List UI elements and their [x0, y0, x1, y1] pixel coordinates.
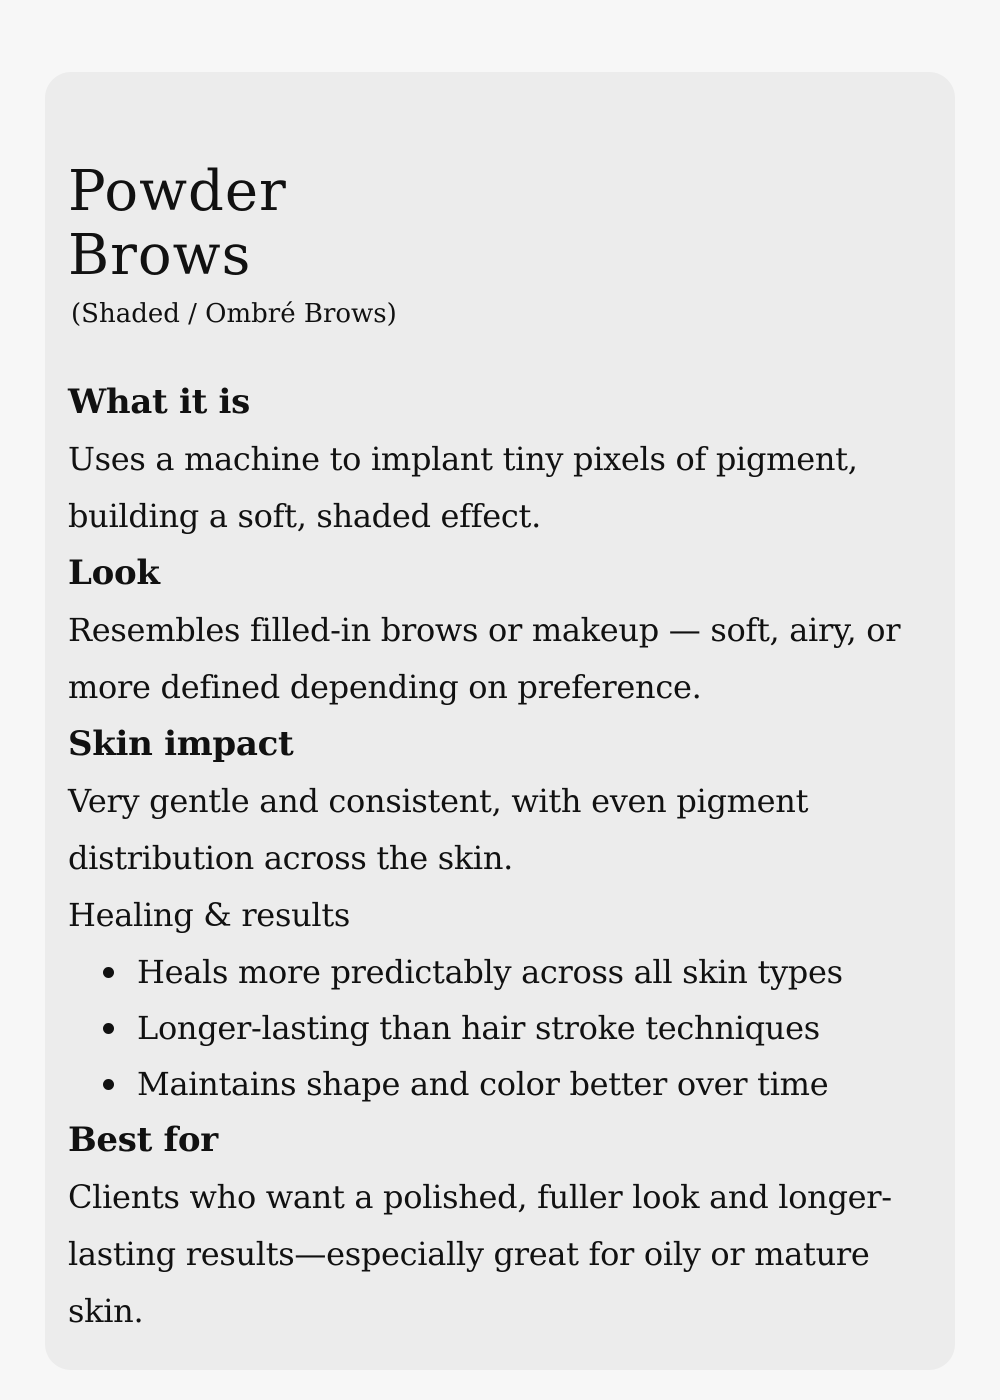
- section-text-look: Resembles filled-in brows or makeup — soft, airy, or more defined depending on preference.: [68, 611, 901, 706]
- list-item: [68, 1000, 938, 1056]
- section-heading-best-for: Best for: [68, 1120, 218, 1160]
- section-heading-skin-impact: Skin impact: [68, 724, 294, 764]
- info-card: [45, 72, 955, 1370]
- list-item-text: Heals more predictably across all skin types: [137, 953, 843, 991]
- page-title: [68, 160, 287, 288]
- list-item: [68, 944, 938, 1000]
- section-heading-what-it-is: What it is: [68, 382, 250, 422]
- section-text-best-for: Clients who want a polished, fuller look and longer-lasting results—especially great for oily or mature skin.: [68, 1178, 892, 1330]
- section-heading-look: Look: [68, 553, 160, 593]
- title-line-1: Powder: [68, 159, 287, 224]
- section-text-skin-impact: Very gentle and consistent, with even pigment distribution across the skin.: [68, 782, 809, 877]
- list-item-text: Maintains shape and color better over time: [137, 1065, 829, 1103]
- page-subtitle: (Shaded / Ombré Brows): [71, 299, 397, 329]
- list-item-text: Longer-lasting than hair stroke techniques: [137, 1009, 820, 1047]
- title-line-2: Brows: [68, 223, 252, 288]
- bullet-icon: [103, 1023, 114, 1034]
- healing-list: [68, 944, 938, 1112]
- bullet-icon: [103, 1079, 114, 1090]
- list-item: [68, 1056, 938, 1112]
- content-body: [68, 374, 938, 1340]
- section-text-what-it-is: Uses a machine to implant tiny pixels of pigment, building a soft, shaded effect.: [68, 440, 858, 535]
- bullet-icon: [103, 967, 114, 978]
- section-heading-healing: Healing & results: [68, 896, 350, 934]
